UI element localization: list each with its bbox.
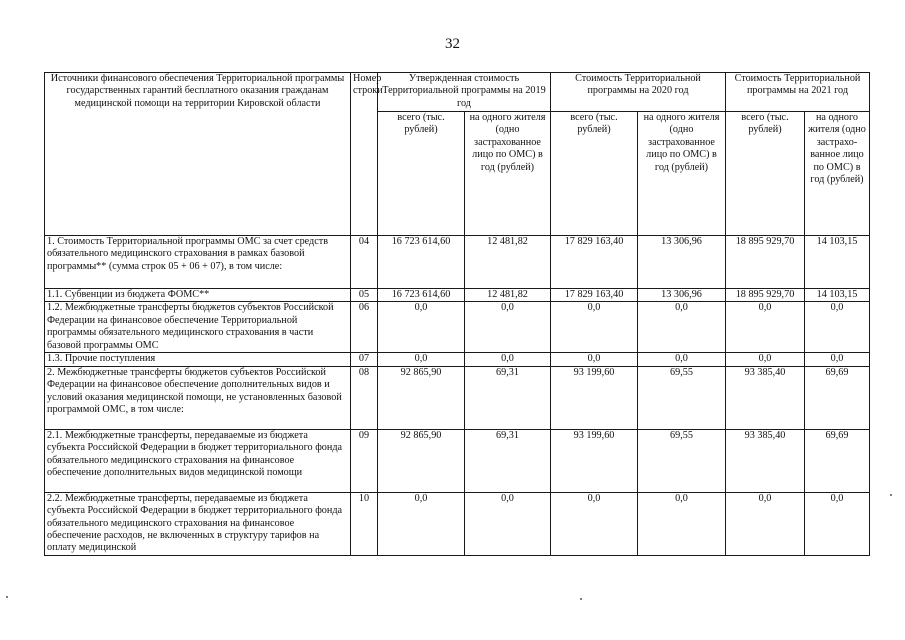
table-row [45,289,870,302]
value-2020-total: 17 829 163,40 [551,289,638,302]
value-2020-total: 0,0 [551,302,638,353]
row-label: 2.2. Межбюджетные трансферты, передаваемые из бюджета субъекта Российской Федерации в бюджет территориального фонда обязательного медицинского страхования на финансовое обеспечение расходов, не включенных в структуру тарифов на оплату медицинской [45,492,351,555]
row-label: 1.1. Субвенции из бюджета ФОМС** [45,289,351,302]
value-2019-per-capita: 12 481,82 [465,289,551,302]
value-2019-total: 0,0 [378,302,465,353]
row-number: 06 [351,302,378,353]
value-2021-per-capita: 69,69 [805,429,870,492]
value-2021-total: 0,0 [726,492,805,555]
scan-speck [580,598,582,600]
value-2020-per-capita: 69,55 [638,429,726,492]
row-number: 05 [351,289,378,302]
financing-table [44,72,870,556]
row-number: 04 [351,236,378,289]
row-number: 08 [351,366,378,429]
value-2019-per-capita: 12 481,82 [465,236,551,289]
value-2020-per-capita: 0,0 [638,492,726,555]
header-total-2021: всего (тыс. рублей) [726,112,805,236]
header-per-capita-2020: на одного жителя (одно застрахованное лицо по ОМС) в год (рублей) [638,112,726,236]
value-2021-per-capita: 0,0 [805,302,870,353]
value-2021-per-capita: 0,0 [805,353,870,366]
table-row [45,236,870,289]
value-2019-per-capita: 69,31 [465,366,551,429]
value-2021-total: 0,0 [726,353,805,366]
value-2021-total: 18 895 929,70 [726,236,805,289]
value-2020-total: 0,0 [551,492,638,555]
value-2020-per-capita: 0,0 [638,302,726,353]
header-per-capita-2021: на одного жителя (одно застрахо-ванное лицо по ОМС) в год (рублей) [805,112,870,236]
row-label: 1.2. Межбюджетные трансферты бюджетов субъектов Российской Федерации на финансовое обеспечение Территориальной программы обязательного медицинского страхования в части базовой программы ОМС [45,302,351,353]
value-2021-total: 93 385,40 [726,366,805,429]
value-2021-total: 0,0 [726,302,805,353]
value-2019-per-capita: 69,31 [465,429,551,492]
row-number: 10 [351,492,378,555]
value-2019-total: 0,0 [378,492,465,555]
table-body [45,73,870,556]
page-number: 32 [445,36,460,52]
table-row [45,353,870,366]
value-2019-total: 92 865,90 [378,366,465,429]
header-per-capita-2019: на одного жителя (одно застрахованное лицо по ОМС) в год (рублей) [465,112,551,236]
header-cost-2020: Стоимость Территориальной программы на 2020 год [551,73,726,112]
header-total-2020: всего (тыс. рублей) [551,112,638,236]
table-row [45,302,870,353]
value-2020-total: 17 829 163,40 [551,236,638,289]
value-2020-total: 93 199,60 [551,366,638,429]
value-2021-per-capita: 14 103,15 [805,289,870,302]
table-row [45,492,870,555]
table-row [45,429,870,492]
row-label: 1.3. Прочие поступления [45,353,351,366]
row-number: 09 [351,429,378,492]
header-approved-2019: Утвержденная стоимость Территориальной программы на 2019 год [378,73,551,112]
value-2019-total: 92 865,90 [378,429,465,492]
value-2021-total: 18 895 929,70 [726,289,805,302]
value-2021-per-capita: 69,69 [805,366,870,429]
header-total-2019: всего (тыс. рублей) [378,112,465,236]
value-2019-per-capita: 0,0 [465,353,551,366]
header-row-number: Номер строки [351,73,378,236]
value-2020-per-capita: 69,55 [638,366,726,429]
value-2020-total: 0,0 [551,353,638,366]
row-label: 1. Стоимость Территориальной программы ОМС за счет средств обязательного медицинского страхования в рамках базовой программы** (сумма строк 05 + 06 + 07), в том числе: [45,236,351,289]
scan-speck [6,596,8,598]
value-2019-per-capita: 0,0 [465,302,551,353]
row-number: 07 [351,353,378,366]
value-2019-per-capita: 0,0 [465,492,551,555]
header-sources: Источники финансового обеспечения Территориальной программы государственных гарантий бесплатного оказания гражданам медицинской помощи на территории Кировской области [45,73,351,236]
value-2019-total: 16 723 614,60 [378,236,465,289]
value-2019-total: 0,0 [378,353,465,366]
value-2021-per-capita: 14 103,15 [805,236,870,289]
value-2021-per-capita: 0,0 [805,492,870,555]
scan-speck [890,494,892,496]
value-2020-total: 93 199,60 [551,429,638,492]
value-2020-per-capita: 13 306,96 [638,289,726,302]
row-label: 2.1. Межбюджетные трансферты, передаваемые из бюджета субъекта Российской Федерации в бюджет территориального фонда обязательного медицинского страхования на финансовое обеспечение дополнительных видов медицинской помощи [45,429,351,492]
header-row-1 [45,73,870,112]
row-label: 2. Межбюджетные трансферты бюджетов субъектов Российской Федерации на финансовое обеспечение дополнительных видов и условий оказания медицинской помощи, не установленных базовой программой ОМС, в том числе: [45,366,351,429]
value-2020-per-capita: 13 306,96 [638,236,726,289]
header-cost-2021: Стоимость Территориальной программы на 2021 год [726,73,870,112]
table-row [45,366,870,429]
value-2020-per-capita: 0,0 [638,353,726,366]
value-2019-total: 16 723 614,60 [378,289,465,302]
value-2021-total: 93 385,40 [726,429,805,492]
